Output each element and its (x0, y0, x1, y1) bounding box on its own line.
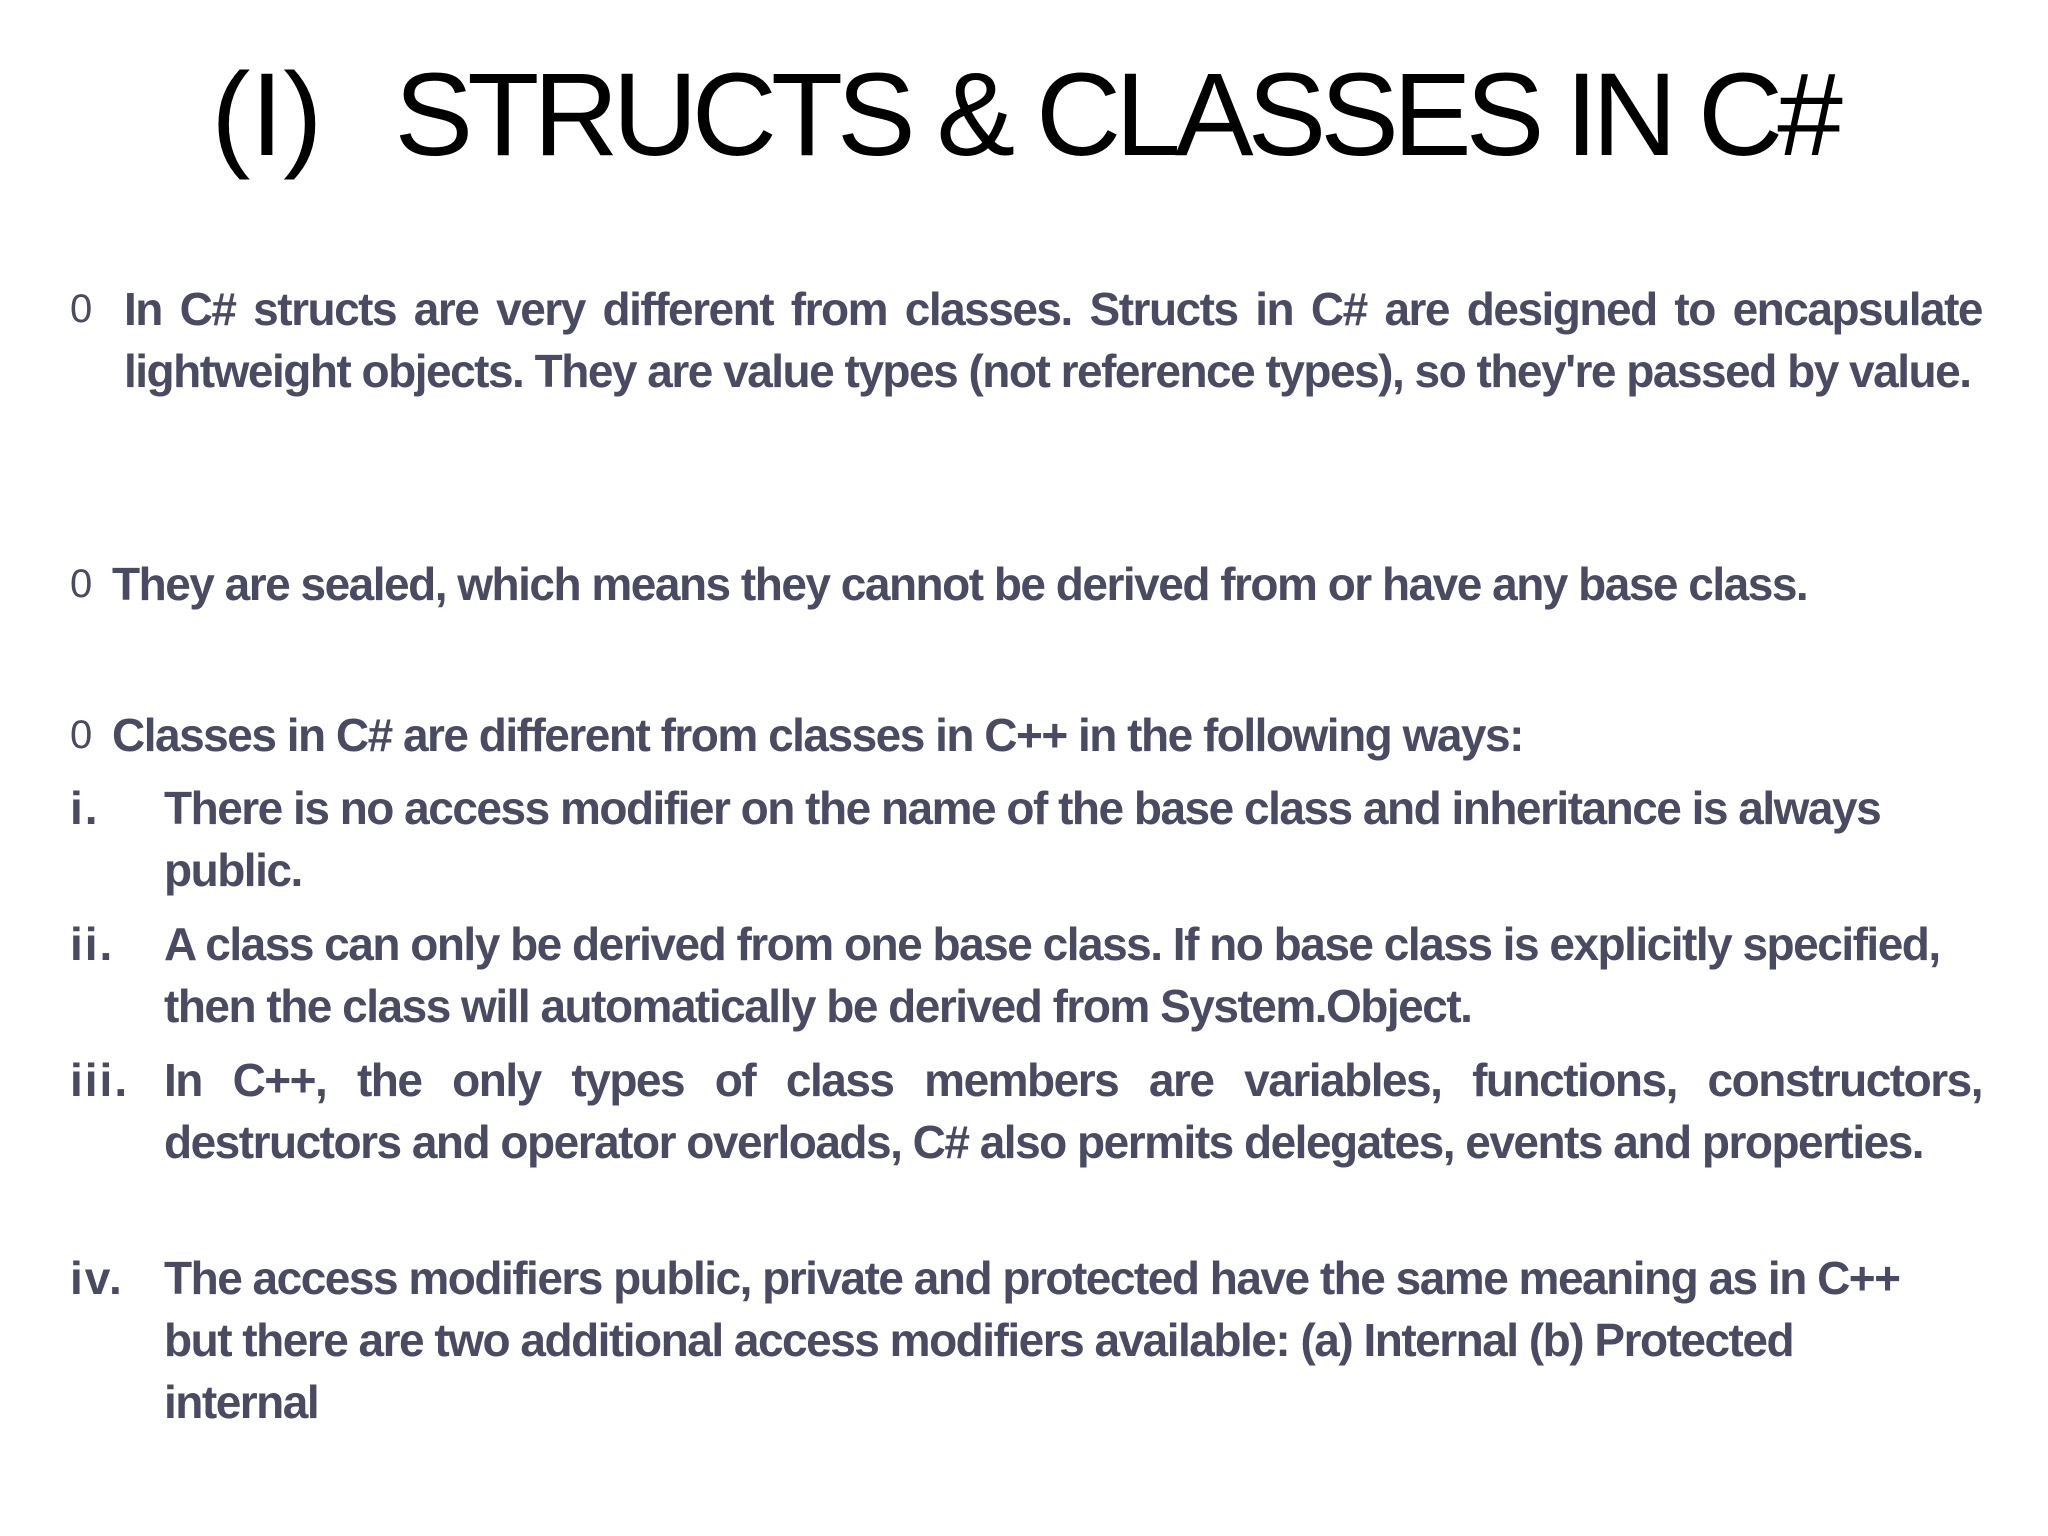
list-item-marker: i. (70, 782, 100, 834)
bullet-structs-sealed (70, 553, 1982, 615)
list-item-access-modifiers-additional (70, 1247, 1982, 1433)
list-item-marker: ii. (70, 918, 115, 970)
slide-title (0, 49, 2048, 181)
bullet-structs-lightweight (70, 278, 1982, 402)
bullet-text: In C# structs are very different from classes. Structs in C# are designed to encapsulate lightweight objects. They are value types (not reference types), so they're passed by value. (124, 283, 1982, 397)
bullet-marker: 0 (70, 287, 93, 331)
bullet-text: They are sealed, which means they cannot be derived from or have any base class. (112, 558, 1808, 610)
list-item-text: There is no access modifier on the name of the base class and inheritance is always public. (164, 782, 1881, 896)
list-item-class-members (70, 1049, 1982, 1173)
bullet-marker: 0 (70, 713, 93, 757)
bullet-text: Classes in C# are different from classes in C++ in the following ways: (112, 709, 1523, 761)
slide-title-text: STRUCTS & CLASSES IN C# (394, 49, 1837, 181)
bullet-classes-differences (70, 704, 1982, 766)
list-item-access-modifier (70, 777, 1982, 901)
list-item-marker: iii. (70, 1054, 130, 1106)
list-item-marker: iv. (70, 1252, 124, 1304)
bullet-marker: 0 (70, 562, 93, 606)
list-item-text: The access modifiers public, private and protected have the same meaning as in C++ but there are two additional access modifiers available: (a) Internal (b) Protected internal (164, 1252, 1900, 1428)
list-item-text: A class can only be derived from one base class. If no base class is explicitly specified, then the class will automatically be derived from System.Object. (164, 918, 1940, 1032)
list-item-single-base-class (70, 913, 1982, 1037)
list-item-text: In C++, the only types of class members are variables, functions, constructors, destructors and operator overloads, C# also permits delegates, events and properties. (164, 1054, 1982, 1168)
slide-title-number: (I) (211, 49, 323, 181)
